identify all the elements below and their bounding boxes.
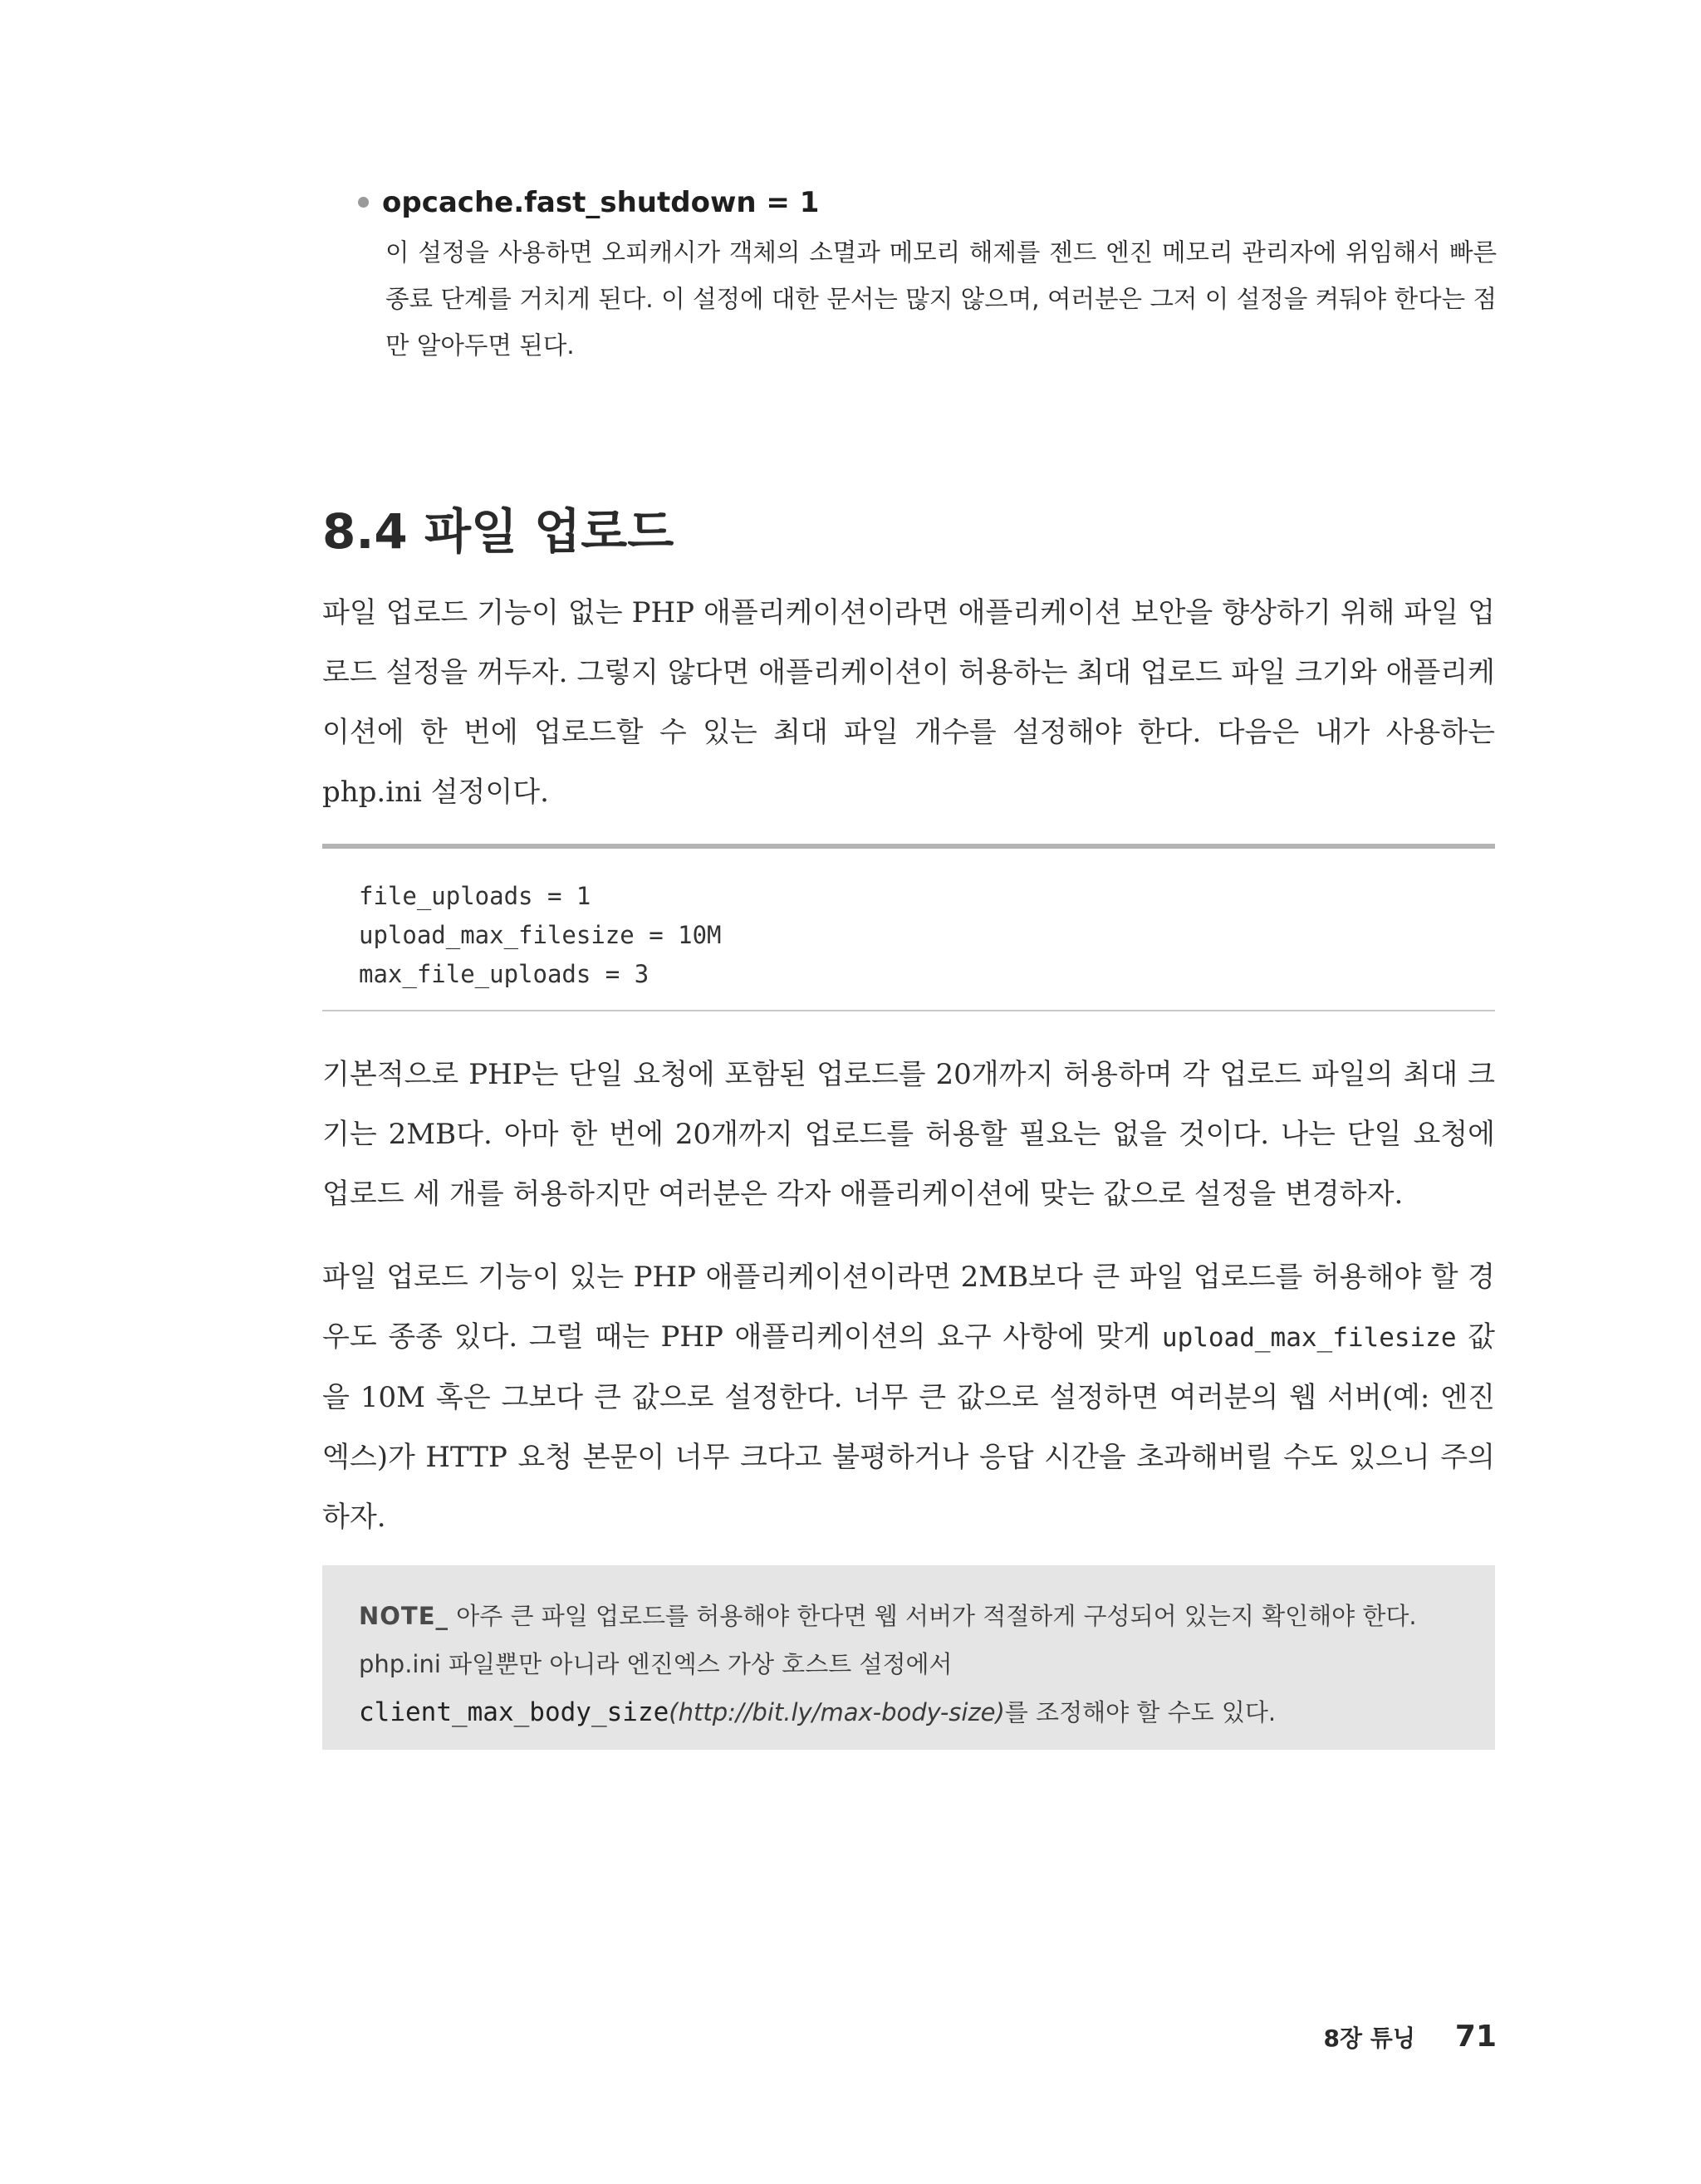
page-footer xyxy=(1324,2020,1497,2054)
code-line: upload_max_filesize = 10M xyxy=(359,921,722,949)
paragraph-text: 값을 10M 혹은 그보다 큰 값으로 설정한다. 너무 큰 값으로 설정하면 여러분의 웹 서버(예: 엔진엑스)가 HTTP 요청 본문이 너무 크다고 불평하거나 응답 시간을 초과해버릴 수도 있으니 주의하자. xyxy=(322,1320,1496,1534)
note-label: NOTE_ xyxy=(359,1602,449,1630)
page-number: 71 xyxy=(1454,2020,1497,2054)
chapter-label: 8장 튜닝 xyxy=(1323,2025,1415,2052)
bullet-description: 이 설정을 사용하면 오피캐시가 객체의 소멸과 메모리 해제를 젠드 엔진 메모리 관리자에 위임해서 빠른 종료 단계를 거치게 된다. 이 설정에 대한 문서는 많지 않으며, 여러분은 그저 이 설정을 켜둬야 한다는 점만 알아두면 된다. xyxy=(385,238,1497,360)
paragraph-large-uploads xyxy=(322,1247,1495,1547)
note-text: 아주 큰 파일 업로드를 허용해야 한다면 웹 서버가 적절하게 구성되어 있는지 확인해야 한다. php.ini 파일뿐만 아니라 엔진엑스 가상 호스트 설정에서 xyxy=(359,1602,1417,1678)
section-heading: 8.4 파일 업로드 xyxy=(322,503,674,560)
bullet-title: opcache.fast_shutdown = 1 xyxy=(382,186,820,219)
bullet-item xyxy=(359,184,1497,369)
note-text: 를 조정해야 할 수도 있다. xyxy=(1004,1698,1277,1726)
note-link: (http://bit.ly/max-body-size) xyxy=(669,1698,1005,1726)
code-line: max_file_uploads = 3 xyxy=(359,960,650,988)
bullet-heading xyxy=(359,184,1497,221)
code-line: file_uploads = 1 xyxy=(359,882,591,910)
paragraph-text: 파일 업로드 기능이 있는 PHP 애플리케이션이라면 2MB보다 큰 파일 업로드를 허용해야 할 경우도 종종 있다. 그럴 때는 PHP 애플리케이션의 요구 사항에 맞게 xyxy=(322,1261,1495,1354)
bullet-dot-icon xyxy=(358,197,369,208)
code-block xyxy=(322,844,1495,1011)
paragraph-defaults: 기본적으로 PHP는 단일 요청에 포함된 업로드를 20개까지 허용하며 각 업로드 파일의 최대 크기는 2MB다. 아마 한 번에 20개까지 업로드를 허용할 필요는 없을 것이다. 나는 단일 요청에 업로드 세 개를 허용하지만 여러분은 각자 애플리케이션에 맞는 값으로 설정을 변경하자. xyxy=(322,1058,1495,1211)
inline-code: upload_max_filesize xyxy=(1161,1323,1457,1353)
intro-paragraph: 파일 업로드 기능이 없는 PHP 애플리케이션이라면 애플리케이션 보안을 향상하기 위해 파일 업로드 설정을 꺼두자. 그렇지 않다면 애플리케이션이 허용하는 최대 업로드 파일 크기와 애플리케이션에 한 번에 업로드할 수 있는 최대 파일 개수를 설정해야 한다. 다음은 내가 사용하는 php.ini 설정이다. xyxy=(322,596,1495,809)
inline-code: client_max_body_size xyxy=(359,1697,669,1727)
note-box xyxy=(322,1565,1495,1750)
